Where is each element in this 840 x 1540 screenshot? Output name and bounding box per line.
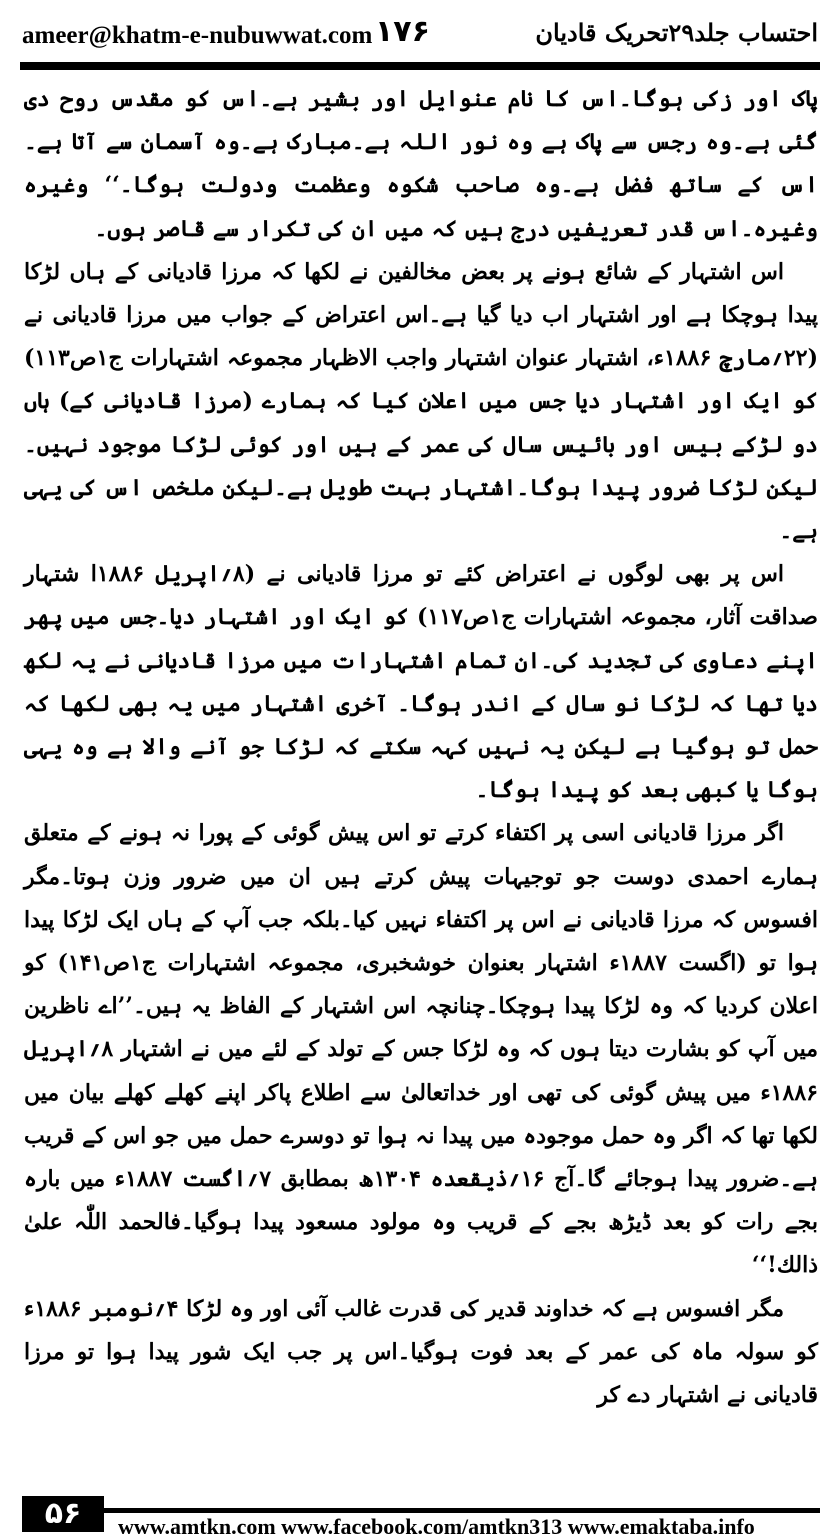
page-footer xyxy=(0,1490,840,1540)
footer-rule xyxy=(104,1508,820,1513)
paragraph-4: اگر مرزا قادیانی اسی پر اکتفاء کرتے تو اس پیش گوئی کے پورا نہ ہونے کے متعلق ہمارے احمدی دوست جو توجیہات پیش کرتے ہیں ان میں ضرور وزن ہوتا۔مگر افسوس کہ مرزا قادیانی نے اس پر اکتفاء نہیں کیا۔بلکہ جب آپ کے ہاں ایک لڑکا پیدا ہوا تو (اگست ۱۸۸۷ء اشتہار بعنوان خوشخبری، مجموعہ اشتہارات ج۱ص۱۴۱) کو اعلان کردیا کہ وہ لڑکا پیدا ہوچکا۔چنانچہ اس اشتہار کے الفاظ یہ ہیں۔’’اے ناظرین میں آپ کو بشارت دیتا ہوں کہ وہ لڑکا جس کے تولد کے لئے میں نے اشتہار ۸؍اپریل ۱۸۸۶ء میں پیش گوئی کی تھی اور خداتعالیٰ سے اطلاع پاکر اپنے کھلے کھلے بیان میں لکھا تھا کہ اگر وہ حمل موجودہ میں پیدا نہ ہوا تو دوسرے حمل میں جو اس کے قریب ہے۔ضرور پیدا ہوجائے گا۔آج ۱۶؍ذیقعدہ ۱۳۰۴ھ بمطابق ۷؍اگست ۱۸۸۷ء میں بارہ بجے رات کو بعد ڈیڑھ بجے کے قریب وہ مولود مسعود پیدا ہوگیا۔فالحمد اللّٰہ علیٰ ذالك!‘‘ xyxy=(24,820,818,1279)
paragraph-2: اس اشتہار کے شائع ہونے پر بعض مخالفین نے لکھا کہ مرزا قادیانی کے ہاں لڑکا پیدا ہوچکا ہے اور اشتہار اب دیا گیا ہے۔اس اعتراض کے جواب میں مرزا قادیانی نے (۲۲؍مارچ ۱۸۸۶ء، اشتہار عنوان اشتہار واجب الاظہار مجموعہ اشتہارات ج۱ص۱۱۳) کو ایک اور اشتہار دیا جس میں اعلان کیا کہ ہمارے (مرزا قادیانی کے) ہاں دو لڑکے بیس اور بائیس سال کی عمر کے ہیں اور کوئی لڑکا موجود نہیں۔لیکن لڑکا ضرور پیدا ہوگا۔اشتہار بہت طویل ہے۔لیکن ملخص اس کی یہی ہے۔ xyxy=(24,258,819,545)
page-body xyxy=(24,78,818,1417)
paragraph-1: پاک اور زکی ہوگا۔اس کا نام عنوایل اور بشیر ہے۔اس کو مقدس روح دی گئی ہے۔وہ رجس سے پاک ہے وہ نور اللہ ہے۔مبارک ہے۔وہ آسمان سے آتا ہے۔اس کے ساتھ فضل ہے۔وہ صاحب شکوہ وعظمت ودولت ہوگا۔‘‘ وغیرہ وغیرہ۔اس قدر تعریفیں درج ہیں کہ میں ان کی تکرار سے قاصر ہوں۔ xyxy=(24,86,818,242)
footer-page-number: ۵۶ xyxy=(22,1496,104,1532)
paragraph-5: مگر افسوس ہے کہ خداوند قدیر کی قدرت غالب آئی اور وہ لڑکا ۴؍نومبر ۱۸۸۶ء کو سولہ ماہ کی عمر کے بعد فوت ہوگیا۔اس پر جب ایک شور پیدا ہوا تو مرزا قادیانی نے اشتہار دے کر xyxy=(24,1295,818,1409)
paragraph-3: اس پر بھی لوگوں نے اعتراض کئے تو مرزا قادیانی نے (۸؍اپریل ۱۸۸۶ا شتہار صداقت آثار، مجموعہ اشتہارات ج۱ص۱۱۷) کو ایک اور اشتہار دیا۔جس میں پھر اپنے دعاوی کی تجدید کی۔ان تمام اشتہارات میں مرزا قادیانی نے یہ لکھ دیا تھا کہ لڑکا نو سال کے اندر ہوگا۔ آخری اشتہار میں یہ بھی لکھا کہ حمل تو ہوگیا ہے لیکن یہ نہیں کہہ سکتے کہ لڑکا جو آنے والا ہے وہ یہی ہوگا یا کبھی بعد کو پیدا ہوگا۔ xyxy=(24,561,818,804)
page-header xyxy=(0,0,840,60)
header-email: ameer@khatm-e-nubuwwat.com xyxy=(22,22,373,49)
footer-links: www.amtkn.com www.facebook.com/amtkn313 www.emaktaba.info xyxy=(118,1514,755,1539)
header-rule xyxy=(20,62,820,70)
header-page-number: ۱۷۶ xyxy=(375,14,430,49)
header-book-title: احتساب جلد۲۹تحریک قادیان xyxy=(535,18,818,47)
